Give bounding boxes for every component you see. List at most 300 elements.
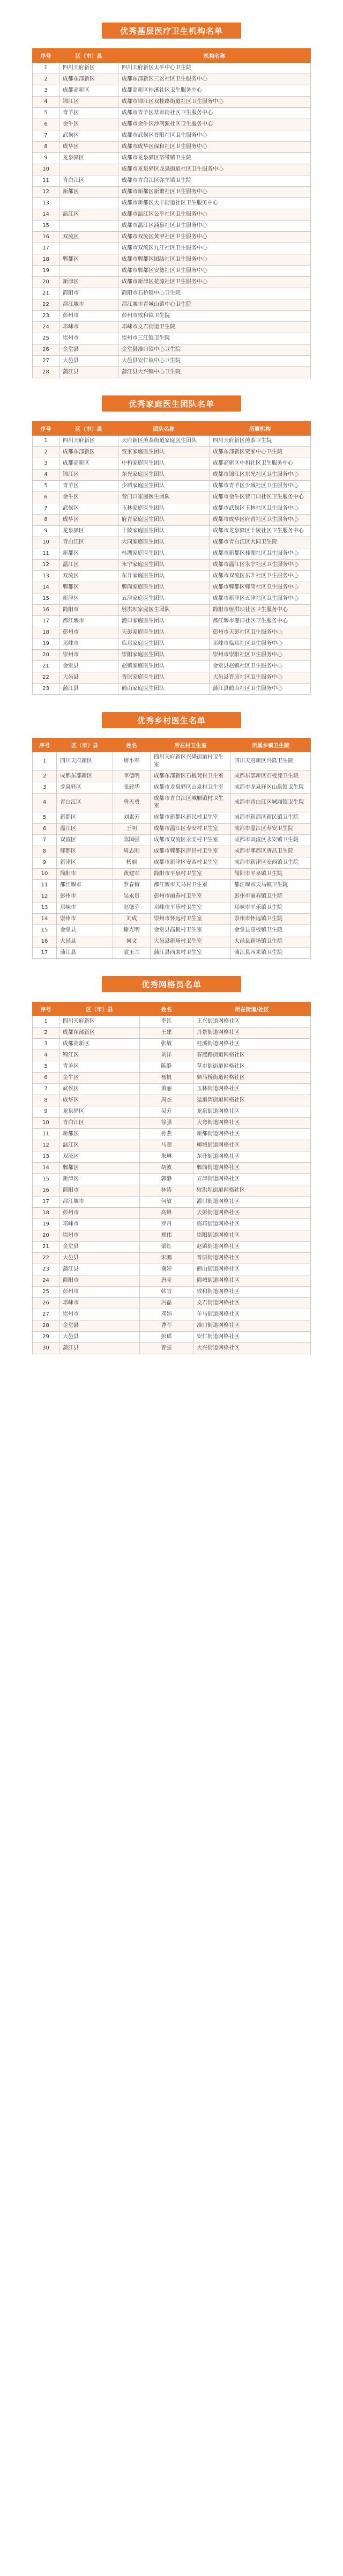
table-cell: 14: [33, 1163, 59, 1174]
table-cell: 成都市新津区安西村卫生室: [151, 857, 231, 869]
table-cell: 成都市温江区公平社区卫生服务中心: [118, 209, 311, 221]
table-cell: 崇阳家庭医生团队: [118, 650, 210, 661]
table-cell: 成都高新区中和社区卫生服务中心: [210, 458, 311, 469]
table-cell: 中和家庭医生团队: [118, 458, 210, 469]
table-cell: 新津区: [59, 277, 118, 288]
table-cell: 成都市成华区保和社区卫生服务中心: [118, 142, 311, 153]
table-cell: 成都东部新区: [57, 771, 113, 782]
table-cell: 五津街道网格社区: [193, 1174, 311, 1185]
table-cell: 新都区: [59, 548, 118, 560]
table-cell: 成都市金牛区营门口社区卫生服务中心: [210, 492, 311, 503]
table-cell: 青白江区: [59, 537, 118, 548]
table-cell: 新都区: [57, 812, 113, 824]
table-row: [33, 1230, 311, 1242]
table-cell: 成都市郫都区团结社区卫生服务中心: [118, 254, 311, 266]
table-cell: 彭州市天彭社区卫生服务中心: [210, 627, 311, 639]
table-cell: 16: [33, 605, 59, 616]
table-cell: 13: [33, 1151, 59, 1163]
table-cell: 桂溪街道网格社区: [193, 1039, 311, 1050]
table-cell: 成都市新都区桂湖社区卫生服务中心: [210, 548, 311, 560]
table-cell: 龙泉驿区: [59, 526, 118, 537]
table-cell: 马超: [140, 1140, 193, 1151]
table-cell: 成都市温江区寿安卫生院: [231, 824, 311, 835]
table-cell: [59, 198, 118, 209]
table-cell: 蒲江县: [59, 1264, 140, 1275]
table-cell: 宋鹏: [140, 1253, 193, 1264]
table-row: [33, 571, 311, 582]
table-cell: 成都市青羊区草市街社区卫生服务中心: [118, 108, 311, 119]
table-cell: 7: [33, 130, 59, 142]
table-cell: 成都市温江区寿安村卫生室: [151, 824, 231, 835]
table-cell: 20: [33, 1230, 59, 1242]
table-cell: 春熙路街道网格社区: [193, 1050, 311, 1061]
table-row: [33, 902, 311, 914]
table-cell: 谢婷: [140, 1264, 193, 1275]
table-cell: 成都东部新区: [59, 1028, 140, 1039]
table-cell: 8: [33, 515, 59, 526]
table-cell: 温江区: [59, 560, 118, 571]
table-cell: 成都高新区: [59, 1039, 140, 1050]
table-row: [33, 752, 311, 771]
table-row: [33, 447, 311, 458]
table-cell: 13: [33, 902, 57, 914]
table-cell: 崇州市: [59, 333, 118, 344]
table-cell: 冯磊: [140, 1298, 193, 1309]
table-cell: 天府新区煎茶街道家庭医生团队: [118, 436, 210, 447]
table-row: [33, 537, 311, 548]
table-cell: 邓娟: [140, 1309, 193, 1320]
table-cell: 猛追湾街道网格社区: [193, 1095, 311, 1106]
table-row: [33, 1039, 311, 1050]
table-cell: 4: [33, 97, 59, 108]
table-cell: 崇州市怀远村卫生室: [151, 914, 231, 925]
table-cell: 23: [33, 1264, 59, 1275]
table-cell: 四川天府新区: [59, 1016, 140, 1028]
column-header: 序号: [33, 422, 59, 436]
table-row: [33, 254, 311, 266]
table-cell: 曾强: [140, 1343, 193, 1354]
table-cell: 临邛家庭医生团队: [118, 639, 210, 650]
table-row: [33, 142, 311, 153]
table-cell: 1: [33, 436, 59, 447]
table-cell: 成都市温江区涌泉社区卫生服务中心: [118, 221, 311, 232]
table-cell: 19: [33, 639, 59, 650]
table-cell: 羊马街道网格社区: [193, 1309, 311, 1320]
column-header: 机构名称: [118, 49, 311, 63]
table-cell: 成都市成华区府青社区卫生服务中心: [210, 515, 311, 526]
table-cell: 成都市郫都区唐昌村卫生室: [151, 846, 231, 857]
table-row: [33, 1151, 311, 1163]
table-row: [33, 857, 311, 869]
table-cell: 成都市双流区东升社区卫生服务中心: [210, 571, 311, 582]
table-row: [33, 1320, 311, 1332]
table-cell: 14: [33, 582, 59, 593]
table-cell: 唐小军: [113, 752, 151, 771]
table-cell: 文君街道网格社区: [193, 1298, 311, 1309]
column-header: 姓名: [113, 738, 151, 752]
table-cell: 成都市龙泉驿区山泉镇卫生院: [231, 782, 311, 794]
table-cell: 简阳市平泉村卫生室: [151, 869, 231, 880]
table-cell: 4: [33, 794, 57, 812]
table-cell: 天彭家庭医生团队: [118, 627, 210, 639]
table-cell: 8: [33, 1095, 59, 1106]
table-row: [33, 515, 311, 526]
table-cell: 彭瑶: [140, 1332, 193, 1343]
table-cell: 蒲江县大兴镇中心卫生院: [118, 367, 311, 378]
column-header: 区（市）县: [59, 422, 118, 436]
table-cell: 黄丽: [140, 1084, 193, 1095]
table-cell: 新津区: [59, 1174, 140, 1185]
table-cell: 金堂县高板镇卫生院: [231, 925, 311, 936]
table-row: [33, 812, 311, 824]
table-cell: 四川天府新区兴隆卫生院: [231, 752, 311, 771]
table-row: [33, 243, 311, 254]
table-cell: 胡波: [140, 1163, 193, 1174]
section-banner: [102, 18, 241, 43]
table-cell: 6: [33, 119, 59, 130]
table-cell: 吴永贵: [113, 891, 151, 902]
table-cell: 成都市龙泉驿区十陵社区卫生服务中心: [210, 526, 311, 537]
table-row: [33, 322, 311, 333]
table-cell: 杨丽: [113, 857, 151, 869]
table-cell: 金堂县: [57, 925, 113, 936]
table-cell: 彭州市致和镇卫生院: [118, 311, 311, 322]
table-row: [33, 794, 311, 812]
table-cell: 成都市双流区永安镇卫生院: [231, 835, 311, 846]
table-row: [33, 661, 311, 672]
table-cell: 金牛区: [59, 1073, 140, 1084]
table-row: [33, 582, 311, 593]
table-cell: 郫都区: [59, 582, 118, 593]
table-row: [33, 288, 311, 299]
table-row: [33, 548, 311, 560]
table-cell: 新都区: [59, 1129, 140, 1140]
table-cell: 简阳市: [57, 869, 113, 880]
table-cell: 都江堰市天马镇卫生院: [231, 880, 311, 891]
table-row: [33, 627, 311, 639]
table-row: [33, 108, 311, 119]
table-cell: 五津家庭医生团队: [118, 593, 210, 605]
table-cell: 高峰: [140, 1208, 193, 1219]
table-cell: 金堂县: [59, 1242, 140, 1253]
table-cell: 7: [33, 1084, 59, 1095]
table-cell: 成都市锦江区双桂路街道社区卫生服务中心: [118, 97, 311, 108]
table-cell: 金堂县: [59, 661, 118, 672]
table-cell: 成都市龙泉驿区洛带镇卫生院: [118, 153, 311, 164]
table-cell: 崇州市崇阳社区卫生服务中心: [210, 650, 311, 661]
table-cell: 简阳市: [59, 288, 118, 299]
table-cell: 赵镇家庭医生团队: [118, 661, 210, 672]
table-cell: 成都市新津区五津社区卫生服务中心: [210, 593, 311, 605]
table-cell: 王明: [113, 824, 151, 835]
table-cell: 谢光明: [113, 925, 151, 936]
table-cell: 双流区: [59, 1151, 140, 1163]
table-cell: 2: [33, 74, 59, 85]
table-cell: 22: [33, 1253, 59, 1264]
table-cell: 成都市新都区大丰街道社区卫生服务中心: [118, 198, 311, 209]
table-row: [33, 869, 311, 880]
table-cell: 成都高新区: [59, 458, 118, 469]
table-cell: 大邑县安仁镇中心卫生院: [118, 356, 311, 367]
table-cell: 郑伟: [140, 1230, 193, 1242]
table-cell: 大邑县新场镇卫生院: [231, 936, 311, 948]
table-cell: 1: [33, 63, 59, 74]
table-cell: 15: [33, 925, 57, 936]
table-cell: 成都市双流区永安村卫生室: [151, 835, 231, 846]
table-cell: 彭州市: [59, 627, 118, 639]
table-cell: 安仁街道网格社区: [193, 1332, 311, 1343]
column-header: 所属机构: [210, 422, 311, 436]
table-cell: 27: [33, 1309, 59, 1320]
table-row: [33, 299, 311, 311]
table-cell: 金堂县淮口镇中心卫生院: [118, 344, 311, 356]
table-cell: 武侯区: [59, 503, 118, 515]
table-cell: 崇州市: [57, 914, 113, 925]
table-cell: 温江区: [59, 209, 118, 221]
table-cell: 成都市郫都区郫筒社区卫生服务中心: [210, 582, 311, 593]
table-cell: 11: [33, 1129, 59, 1140]
section-institutions: [32, 18, 311, 378]
table-cell: 4: [33, 469, 59, 481]
table-row: [33, 63, 311, 74]
table-row: [33, 153, 311, 164]
column-header: 区（市）县: [57, 738, 113, 752]
table-row: [33, 458, 311, 469]
table-cell: 锦江区: [59, 469, 118, 481]
table-cell: 四川天府新区煎茶卫生院: [210, 436, 311, 447]
table-row: [33, 469, 311, 481]
table-cell: 都江堰市: [57, 880, 113, 891]
table-cell: 锦江区: [59, 97, 118, 108]
table-cell: 杨帆: [140, 1073, 193, 1084]
table-cell: 徐强: [140, 1118, 193, 1129]
table-row: [33, 164, 311, 175]
table-cell: [59, 243, 118, 254]
table-cell: [59, 266, 118, 277]
table-row: [33, 1253, 311, 1264]
table-row: [33, 1275, 311, 1287]
table-cell: 朱琳: [140, 1151, 193, 1163]
table-cell: 14: [33, 914, 57, 925]
table-cell: 18: [33, 254, 59, 266]
table-cell: 崇阳街道网格社区: [193, 1230, 311, 1242]
table-cell: 21: [33, 288, 59, 299]
table-cell: 11: [33, 175, 59, 187]
table-cell: 大邑县晋原社区卫生服务中心: [210, 672, 311, 684]
table-cell: 曹军: [140, 1320, 193, 1332]
table-row: [33, 1185, 311, 1197]
table-cell: 12: [33, 187, 59, 198]
doctor-teams-table: [32, 421, 311, 695]
table-cell: 崇州市怀远镇卫生院: [231, 914, 311, 925]
grid-staff-table: [32, 1002, 311, 1354]
table-row: [33, 672, 311, 684]
table-cell: 都江堰市青城山镇中心卫生院: [118, 299, 311, 311]
table-cell: 成都市新津区花源社区卫生服务中心: [118, 277, 311, 288]
table-cell: 9: [33, 153, 59, 164]
table-cell: 5: [33, 481, 59, 492]
table-row: [33, 1332, 311, 1343]
table-cell: 大同家庭医生团队: [118, 537, 210, 548]
table-cell: 新津区: [59, 593, 118, 605]
table-cell: 邛崃市平乐镇卫生院: [231, 902, 311, 914]
table-row: [33, 593, 311, 605]
table-cell: 12: [33, 560, 59, 571]
table-cell: 2: [33, 1028, 59, 1039]
table-cell: 3: [33, 1039, 59, 1050]
table-row: [33, 198, 311, 209]
table-row: [33, 1095, 311, 1106]
table-cell: 双流区: [59, 571, 118, 582]
table-cell: 致和街道网格社区: [193, 1287, 311, 1298]
table-header-row: [33, 738, 311, 752]
table-cell: 成都市郫都区唐昌卫生院: [231, 846, 311, 857]
table-cell: 大邑县: [59, 356, 118, 367]
table-cell: 17: [33, 1197, 59, 1208]
table-row: [33, 639, 311, 650]
table-cell: 2: [33, 447, 59, 458]
table-cell: 晋原街道网格社区: [193, 1253, 311, 1264]
column-header: 序号: [33, 1002, 59, 1016]
table-row: [33, 1174, 311, 1185]
table-cell: 林涛: [140, 1185, 193, 1197]
section-village-doctors: [32, 708, 311, 959]
table-row: [33, 232, 311, 243]
table-cell: 刘素芳: [113, 812, 151, 824]
table-cell: 简阳市: [59, 1275, 140, 1287]
table-cell: 晋原家庭医生团队: [118, 672, 210, 684]
village-doctors-table: [32, 738, 311, 959]
table-cell: 13: [33, 571, 59, 582]
table-cell: 成都市龙泉驿区山泉村卫生室: [151, 782, 231, 794]
table-cell: 成华区: [59, 1095, 140, 1106]
table-cell: 17: [33, 616, 59, 627]
table-cell: 3: [33, 782, 57, 794]
table-cell: 简阳市射洪坝社区卫生服务中心: [210, 605, 311, 616]
table-row: [33, 492, 311, 503]
table-row: [33, 311, 311, 322]
table-cell: 青羊区: [59, 481, 118, 492]
section-banner: [102, 972, 241, 996]
table-cell: 16: [33, 232, 59, 243]
table-cell: 少城家庭医生团队: [118, 481, 210, 492]
table-cell: 16: [33, 936, 57, 948]
table-cell: 邛崃市临邛社区卫生服务中心: [210, 639, 311, 650]
table-row: [33, 187, 311, 198]
table-cell: 5: [33, 1061, 59, 1073]
table-cell: 新津区: [57, 857, 113, 869]
table-row: [33, 119, 311, 130]
table-cell: 23: [33, 684, 59, 695]
table-cell: 3: [33, 458, 59, 469]
table-cell: 成都东部新区: [59, 447, 118, 458]
table-cell: 东光家庭医生团队: [118, 469, 210, 481]
table-cell: 12: [33, 891, 57, 902]
table-header-row: [33, 1002, 311, 1016]
table-row: [33, 1140, 311, 1151]
table-cell: 驷马桥街道网格社区: [193, 1073, 311, 1084]
table-cell: 邛崃市平乐村卫生室: [151, 902, 231, 914]
table-cell: 金堂县赵镇社区卫生服务中心: [210, 661, 311, 672]
table-cell: 21: [33, 661, 59, 672]
column-header: 区（市）县: [59, 1002, 140, 1016]
table-cell: 简城街道网格社区: [193, 1275, 311, 1287]
table-cell: [59, 221, 118, 232]
table-row: [33, 880, 311, 891]
table-row: [33, 1163, 311, 1174]
table-cell: 蒲江县: [59, 684, 118, 695]
table-cell: 成都市青羊区少城社区卫生服务中心: [210, 481, 311, 492]
table-cell: 草市街街道网格社区: [193, 1061, 311, 1073]
table-row: [33, 130, 311, 142]
table-row: [33, 74, 311, 85]
table-cell: 锦江区: [59, 1050, 140, 1061]
table-row: [33, 616, 311, 627]
table-cell: 大邑县: [57, 936, 113, 948]
table-cell: 罗春梅: [113, 880, 151, 891]
column-header: 姓名: [140, 1002, 193, 1016]
table-cell: 郫筒家庭医生团队: [118, 582, 210, 593]
table-row: [33, 1298, 311, 1309]
table-cell: 3: [33, 85, 59, 97]
table-cell: 崇州市: [59, 1230, 140, 1242]
table-cell: 蒲江县: [59, 367, 118, 378]
table-cell: 唐亮: [140, 1275, 193, 1287]
table-cell: 崇州市三江镇卫生院: [118, 333, 311, 344]
table-cell: 袁玉兰: [113, 948, 151, 959]
section-title: 优秀基层医疗卫生机构名单: [120, 26, 223, 36]
table-cell: 30: [33, 1343, 59, 1354]
table-row: [33, 85, 311, 97]
table-cell: 邛崃市: [59, 1219, 140, 1230]
table-row: [33, 503, 311, 515]
table-cell: 鹤山家庭医生团队: [118, 684, 210, 695]
table-cell: 临邛街道网格社区: [193, 1219, 311, 1230]
table-row: [33, 925, 311, 936]
table-cell: 吴芳: [140, 1106, 193, 1118]
table-row: [33, 891, 311, 902]
table-cell: 7: [33, 503, 59, 515]
section-doctor-teams: [32, 391, 311, 695]
table-cell: 8: [33, 142, 59, 153]
table-cell: 四川天府新区: [57, 752, 113, 771]
table-cell: 成都东部新区石板凳村卫生室: [151, 771, 231, 782]
table-row: [33, 526, 311, 537]
table-cell: 灌口街道网格社区: [193, 1197, 311, 1208]
table-cell: 金牛区: [59, 119, 118, 130]
table-cell: 22: [33, 672, 59, 684]
table-cell: 5: [33, 108, 59, 119]
table-cell: 大邑县新场村卫生室: [151, 936, 231, 948]
table-cell: 青白江区: [57, 794, 113, 812]
table-cell: 25: [33, 1287, 59, 1298]
table-cell: 赵镇街道网格社区: [193, 1242, 311, 1253]
column-header: 所属乡镇卫生院: [231, 738, 311, 752]
table-cell: 周杰: [140, 1095, 193, 1106]
table-cell: 成都高新区桂溪社区卫生服务中心: [118, 85, 311, 97]
table-row: [33, 1309, 311, 1320]
table-cell: [59, 164, 118, 175]
table-cell: 温江区: [57, 824, 113, 835]
table-cell: 蒲江县: [59, 1343, 140, 1354]
table-cell: 灌口家庭医生团队: [118, 616, 210, 627]
table-cell: 龙泉街道网格社区: [193, 1106, 311, 1118]
table-cell: 成都市新都区新民镇卫生院: [231, 812, 311, 824]
table-cell: 彭州市: [59, 1208, 140, 1219]
table-cell: 成都市青白江区城厢镇村卫生室: [151, 794, 231, 812]
table-row: [33, 605, 311, 616]
table-cell: 射洪坝家庭医生团队: [118, 605, 210, 616]
